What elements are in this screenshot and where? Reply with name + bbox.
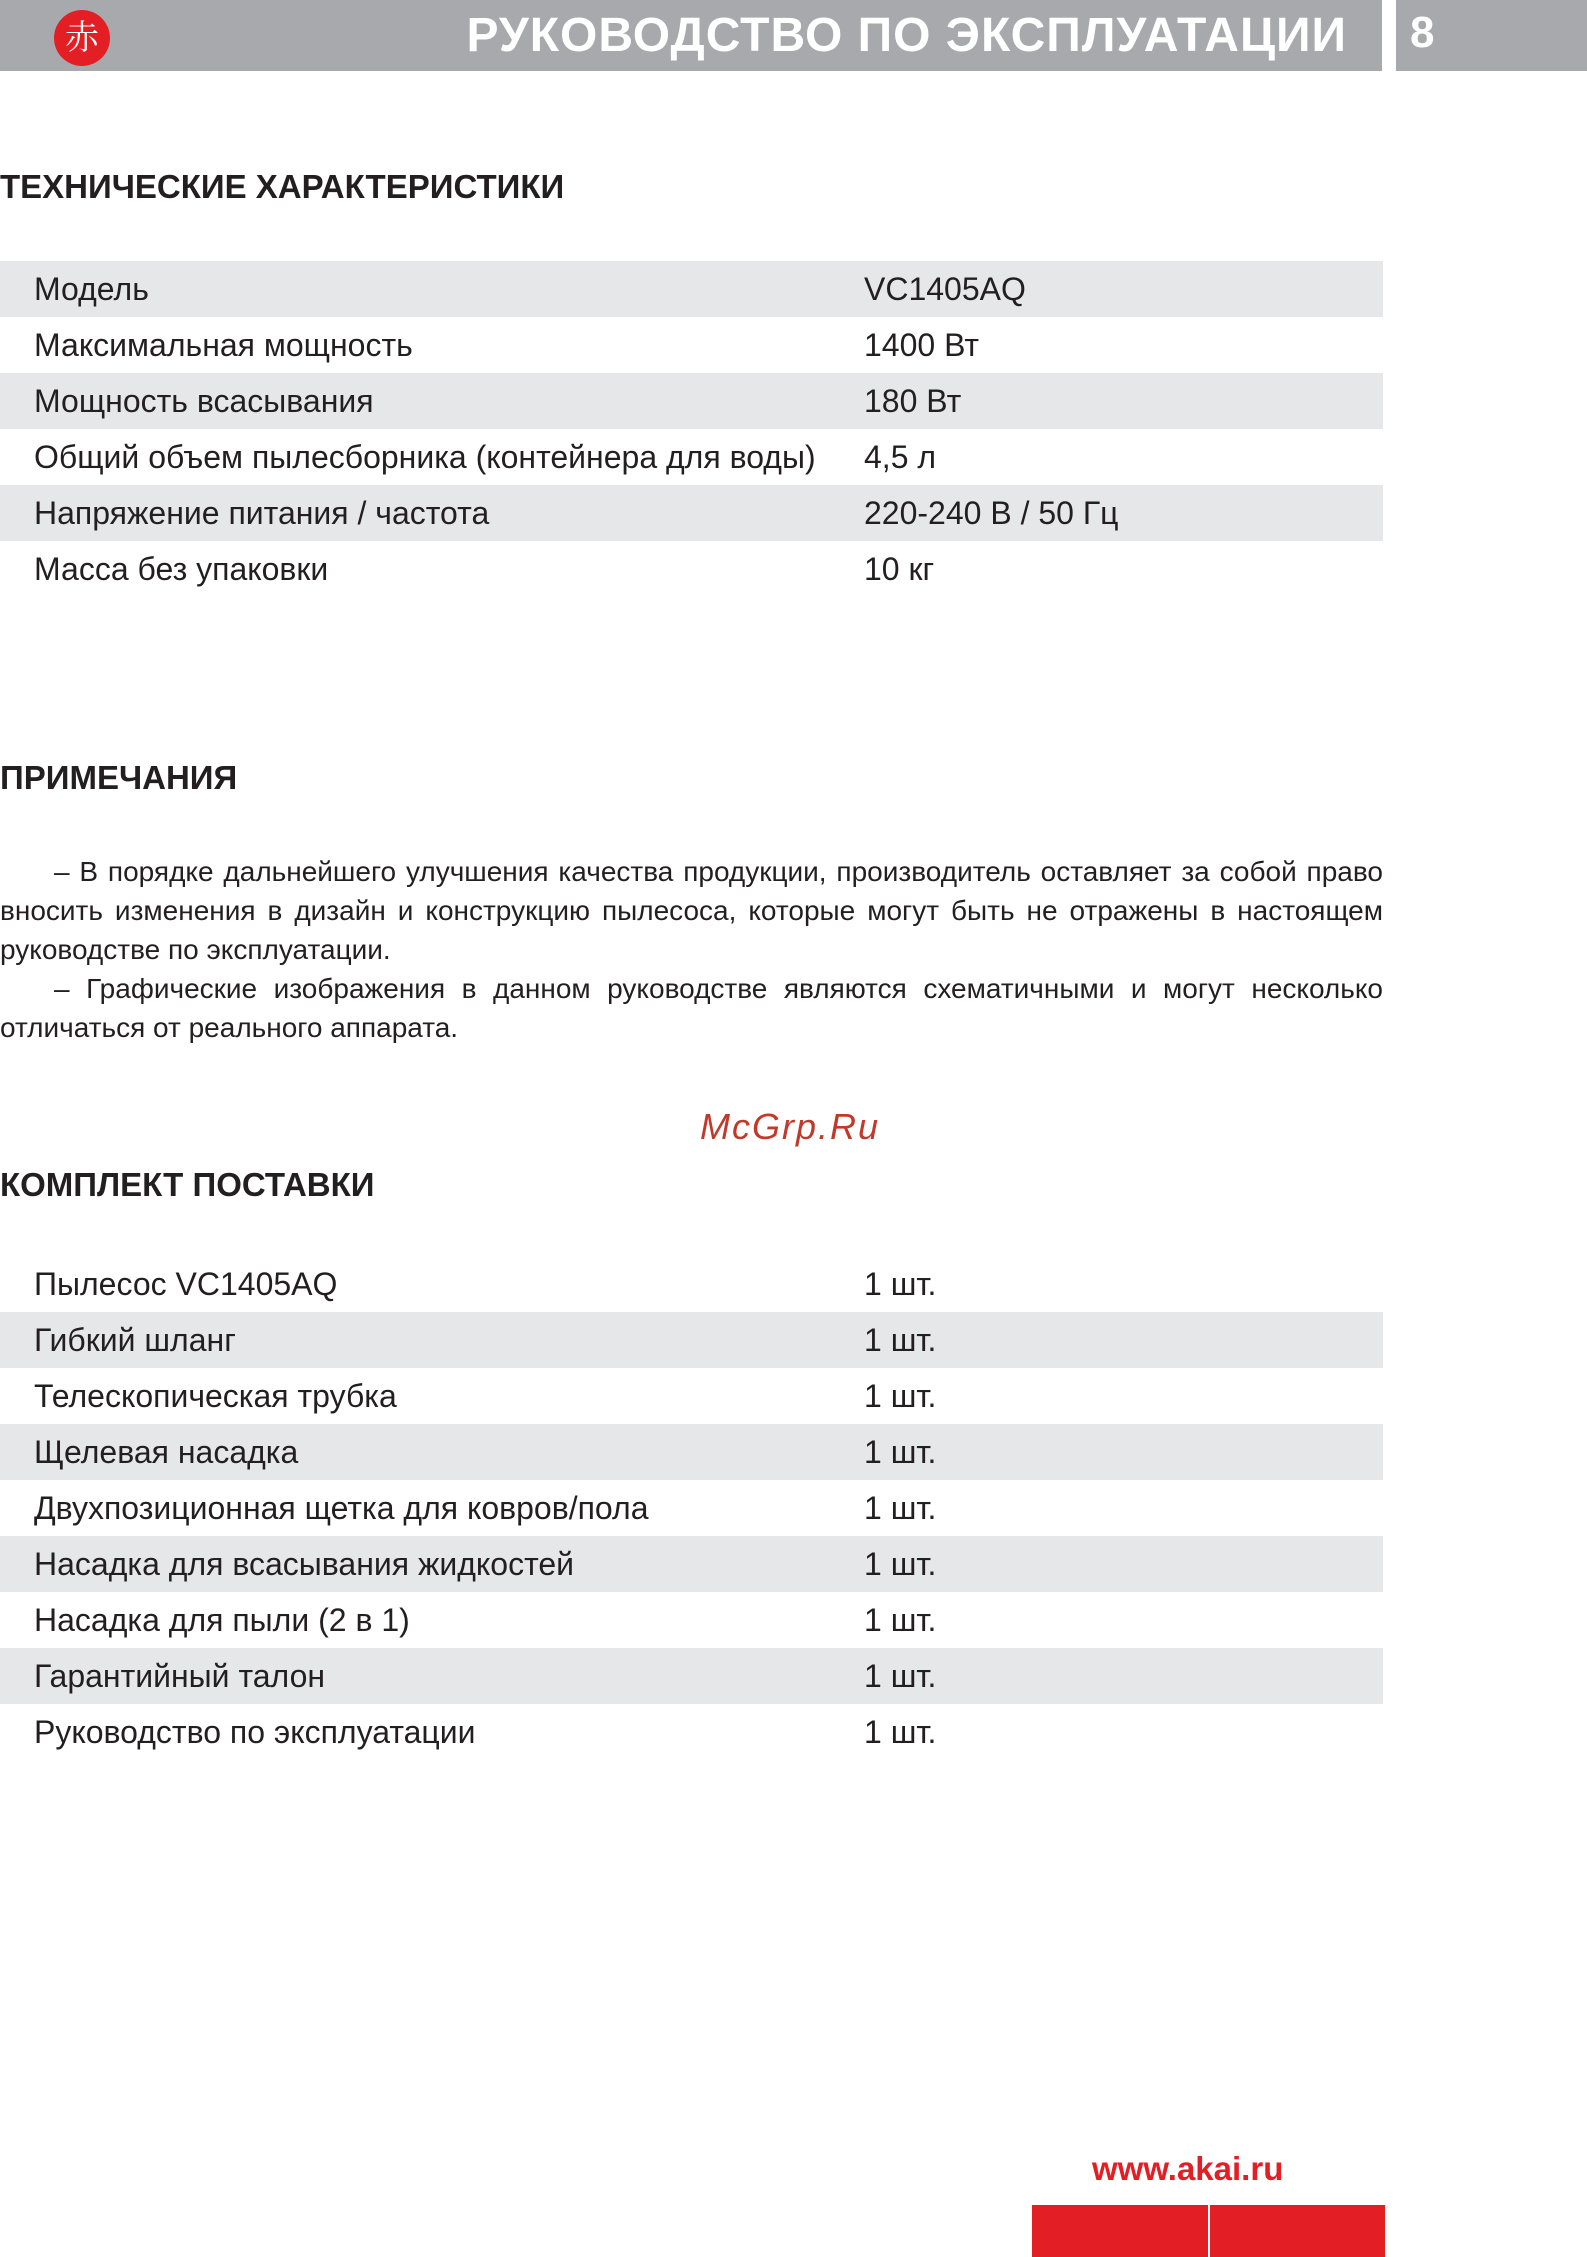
spec-label: Общий объем пылесборника (контейнера для воды) bbox=[34, 439, 816, 475]
spec-value: 180 Вт bbox=[864, 383, 962, 419]
footer-accent-block bbox=[1032, 2205, 1208, 2257]
table-row bbox=[0, 261, 1383, 317]
website-link[interactable]: www.akai.ru bbox=[1092, 2150, 1284, 2187]
page-header-title: РУКОВОДСТВО ПО ЭКСПЛУАТАЦИИ bbox=[466, 9, 1347, 62]
spec-label: Модель bbox=[34, 271, 149, 307]
spec-value: VC1405AQ bbox=[864, 271, 1026, 307]
spec-value: 10 кг bbox=[864, 551, 935, 587]
package-table bbox=[0, 1256, 1383, 1760]
package-item: Руководство по эксплуатации bbox=[34, 1714, 476, 1750]
package-item: Двухпозиционная щетка для ковров/пола bbox=[34, 1490, 649, 1526]
table-row bbox=[0, 1704, 1383, 1760]
table-row bbox=[0, 1368, 1383, 1424]
package-qty: 1 шт. bbox=[864, 1378, 937, 1414]
spec-label: Мощность всасывания bbox=[34, 383, 374, 419]
package-item: Телескопическая трубка bbox=[34, 1378, 397, 1414]
note-paragraph: – В порядке дальнейшего улучшения качества продукции, производитель оставляет за собой право вносить изменения в дизайн и конструкцию пылесоса, которые могут быть не отражены в настоящем руководстве по эксплуатации. bbox=[0, 856, 1383, 965]
package-qty: 1 шт. bbox=[864, 1490, 937, 1526]
package-qty: 1 шт. bbox=[864, 1266, 937, 1302]
watermark: McGrp.Ru bbox=[700, 1106, 881, 1147]
spec-label: Масса без упаковки bbox=[34, 551, 329, 587]
table-row bbox=[0, 1256, 1383, 1312]
spec-value: 1400 Вт bbox=[864, 327, 980, 363]
specs-section-title: ТЕХНИЧЕСКИЕ ХАРАКТЕРИСТИКИ bbox=[0, 168, 565, 205]
table-row bbox=[0, 485, 1383, 541]
spec-label: Максимальная мощность bbox=[34, 327, 413, 363]
spec-label: Напряжение питания / частота bbox=[34, 495, 490, 531]
brand-logo-icon: 赤 bbox=[54, 10, 110, 66]
table-row bbox=[0, 541, 1383, 597]
package-qty: 1 шт. bbox=[864, 1714, 937, 1750]
package-item: Щелевая насадка bbox=[34, 1434, 299, 1470]
spec-value: 4,5 л bbox=[864, 439, 937, 475]
table-row bbox=[0, 429, 1383, 485]
specs-table bbox=[0, 261, 1383, 597]
package-item: Гибкий шланг bbox=[34, 1322, 236, 1358]
table-row bbox=[0, 317, 1383, 373]
note-paragraph: – Графические изображения в данном руководстве являются схематичными и могут несколько отличаться от реального аппарата. bbox=[0, 973, 1383, 1043]
package-item: Гарантийный талон bbox=[34, 1658, 326, 1694]
package-qty: 1 шт. bbox=[864, 1322, 937, 1358]
notes-section-title: ПРИМЕЧАНИЯ bbox=[0, 759, 238, 796]
table-row bbox=[0, 1480, 1383, 1536]
package-qty: 1 шт. bbox=[864, 1434, 937, 1470]
page-number: 8 bbox=[1396, 0, 1587, 71]
package-item: Насадка для всасывания жидкостей bbox=[34, 1546, 575, 1582]
package-qty: 1 шт. bbox=[864, 1658, 937, 1694]
table-row bbox=[0, 1592, 1383, 1648]
footer-accent-block bbox=[1210, 2205, 1385, 2257]
table-row bbox=[0, 373, 1383, 429]
table-row bbox=[0, 1648, 1383, 1704]
package-section-title: КОМПЛЕКТ ПОСТАВКИ bbox=[0, 1166, 375, 1203]
table-row bbox=[0, 1536, 1383, 1592]
package-qty: 1 шт. bbox=[864, 1546, 937, 1582]
table-row bbox=[0, 1312, 1383, 1368]
package-qty: 1 шт. bbox=[864, 1602, 937, 1638]
table-row bbox=[0, 1424, 1383, 1480]
spec-value: 220-240 В / 50 Гц bbox=[864, 495, 1119, 531]
package-item: Насадка для пыли (2 в 1) bbox=[34, 1602, 410, 1638]
package-item: Пылесос VC1405AQ bbox=[34, 1266, 338, 1302]
notes-body bbox=[0, 852, 1383, 1047]
